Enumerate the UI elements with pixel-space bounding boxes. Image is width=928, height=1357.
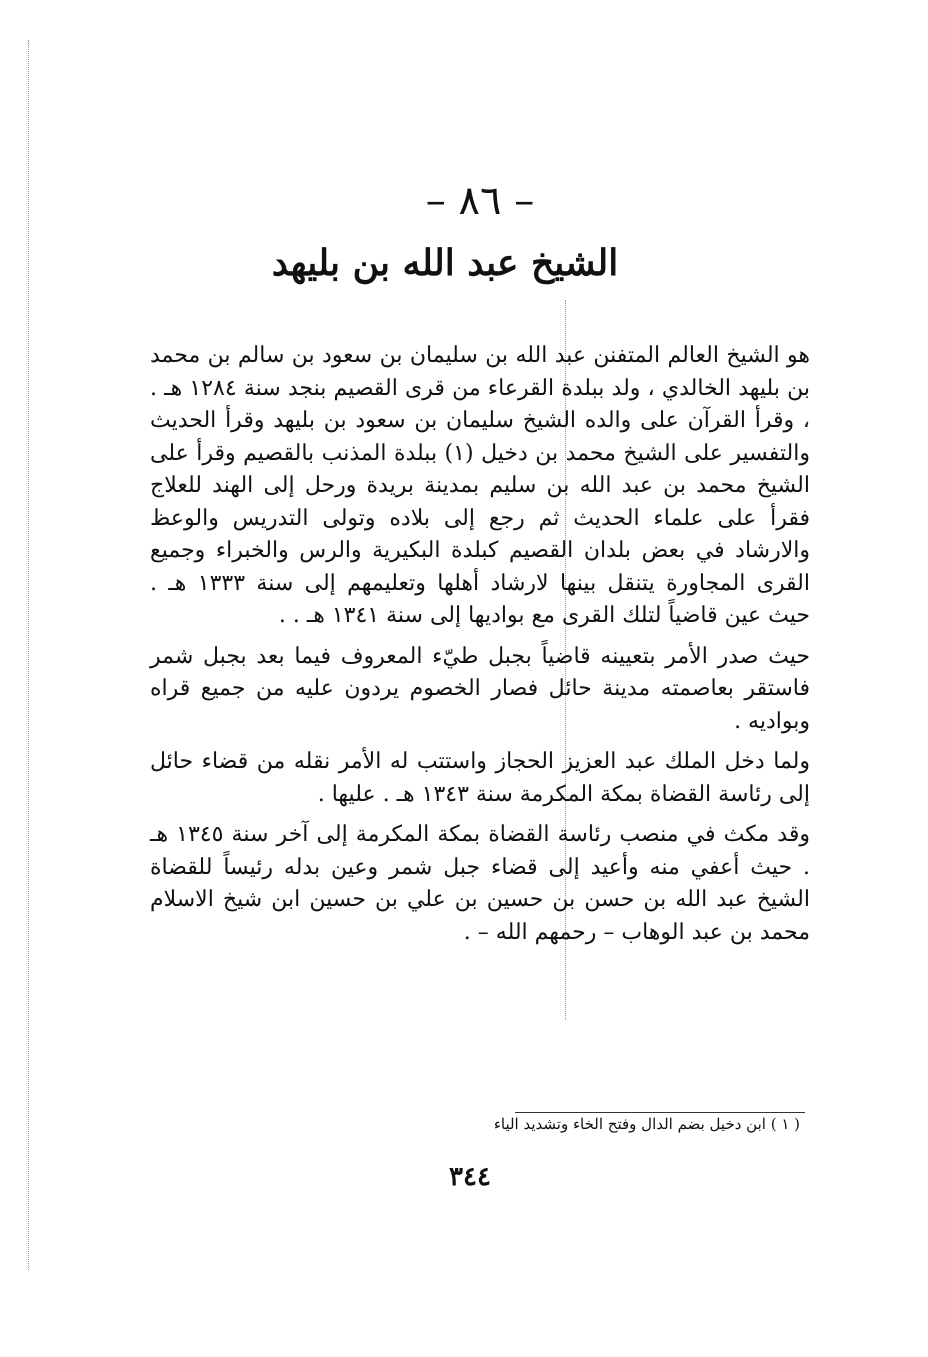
page-number: ٣٤٤	[449, 1162, 491, 1192]
page-marker: – ٨٦ –	[425, 178, 535, 224]
paragraph-4: وقد مكث في منصب رئاسة القضاة بمكة المكرمة إلى آخر سنة ١٣٤٥ هـ . حيث أعفي منه وأعيد إلى قضاء جبل شمر وعين بدله رئيساً للقضاة الشيخ عبد الله بن حسن بن حسين بن علي بن حسين ابن شيخ الاسلام محمد بن عبد الوهاب – رحمهم الله – .	[150, 822, 810, 945]
paragraph-1: هو الشيخ العالم المتفنن عبد الله بن سليمان بن سعود بن سالم بن محمد بن بليهد الخالدي ، ولد ببلدة القرعاء من قرى القصيم بنجد سنة ١٢٨٤ هـ . ، وقرأ القرآن على والده الشيخ سليمان بن سعود بن بليهد وقرأ الحديث والتفسير على الشيخ محمد بن دخيل (١) ببلدة المذنب بالقصيم وقرأ على الشيخ محمد بن عبد الله بن سليم بمدينة بريدة ورحل إلى الهند للعلاج فقرأ على علماء الحديث ثم رجع إلى بلاده وتولى التدريس والوعظ والارشاد في بعض بلدان القصيم كبلدة البكيرية والرس والخبراء وجميع القرى المجاورة يتنقل بينها لارشاد أهلها وتعليمهم إلى سنة ١٣٣٣ هـ . حيث عين قاضياً لتلك القرى مع بواديها إلى سنة ١٣٤١ هـ . .	[150, 343, 811, 628]
footnote-divider	[515, 1112, 805, 1113]
footnote: ( ١ ) ابن دخيل بضم الدال وفتح الخاء وتشديد الياء	[493, 1115, 800, 1133]
scan-line-left	[28, 40, 29, 1270]
body-text	[150, 340, 810, 957]
paragraph-3: ولما دخل الملك عبد العزيز الحجاز واستتب له الأمر نقله من قضاء حائل إلى رئاسة القضاة بمكة المكرمة سنة ١٣٤٣ هـ . عليها .	[150, 749, 810, 807]
page-title: الشيخ عبد الله بن بليهد	[271, 242, 619, 284]
paragraph-2: حيث صدر الأمر بتعيينه قاضياً بجبل طيّء المعروف فيما بعد بجبل شمر فاستقر بعاصمته مدينة حائل فصار الخصوم يردون عليه من جميع قراه وبواديه .	[150, 643, 810, 734]
